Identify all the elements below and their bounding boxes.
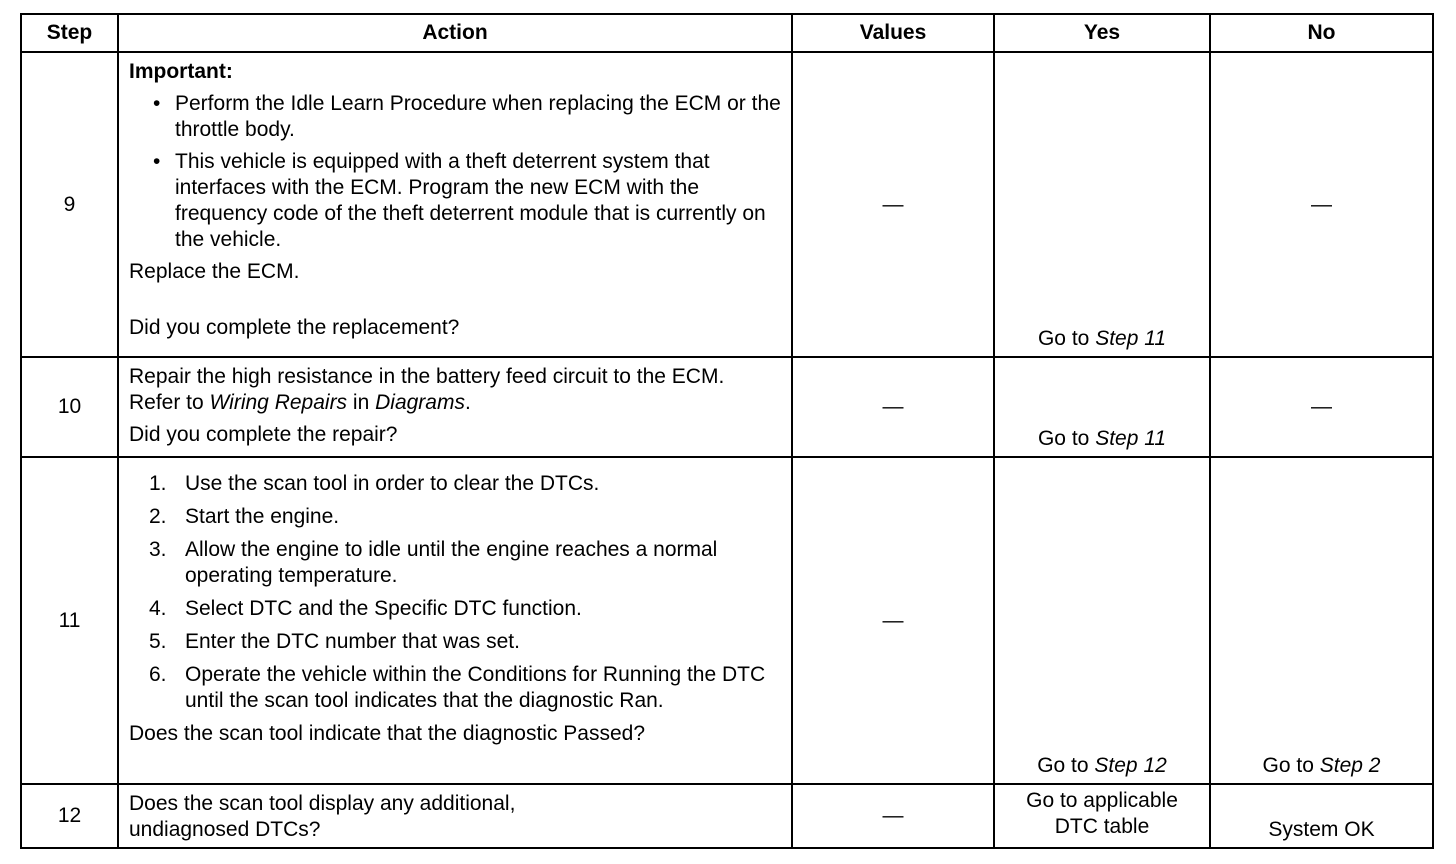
question-text: Does the scan tool display any additional, undiagnosed DTCs?: [129, 792, 516, 841]
dash-mark: —: [882, 395, 904, 418]
no-step-link[interactable]: Step 2: [1319, 754, 1381, 777]
step-number: 10: [21, 357, 118, 457]
yes-line-1: Go to applicable: [1026, 789, 1178, 812]
yes-cell: [994, 357, 1210, 457]
header-row: [21, 14, 1433, 52]
item-number: 3.: [149, 538, 167, 561]
dash-mark: —: [1311, 192, 1332, 216]
repair-text-c: .: [464, 391, 471, 414]
list-item: [129, 629, 781, 655]
question-text: Did you complete the repair?: [129, 423, 398, 446]
no-cell: [1210, 357, 1433, 457]
item-number: 1.: [149, 472, 167, 495]
yes-step-link[interactable]: Step 12: [1094, 754, 1167, 777]
item-number: 5.: [149, 630, 167, 653]
list-item: [129, 537, 781, 589]
step-number: 9: [21, 52, 118, 357]
wiring-repairs-link[interactable]: Wiring Repairs: [209, 391, 348, 414]
yes-cell: [994, 784, 1210, 848]
important-notes: [129, 91, 781, 253]
item-number: 4.: [149, 597, 167, 620]
yes-line-2: DTC table: [1054, 815, 1150, 838]
yes-cell: [994, 52, 1210, 357]
yes-prefix: Go to: [1037, 427, 1090, 450]
list-item: [129, 662, 781, 714]
dash-mark: —: [1311, 395, 1332, 418]
values-cell: [792, 357, 994, 457]
procedure-steps: [129, 471, 781, 714]
no-cell: [1210, 457, 1433, 784]
dash-mark: —: [882, 608, 904, 632]
action-cell: [118, 457, 792, 784]
diagnostic-table: [20, 13, 1434, 849]
header-step: Step: [21, 14, 118, 52]
item-text: Enter the DTC number that was set.: [185, 630, 520, 653]
list-item: [129, 596, 781, 622]
action-cell: [118, 357, 792, 457]
yes-step-link[interactable]: Step 11: [1095, 327, 1167, 350]
item-text: Use the scan tool in order to clear the DTCs.: [185, 472, 600, 495]
yes-cell: [994, 457, 1210, 784]
header-no: No: [1210, 14, 1433, 52]
table-row-step-10: [21, 357, 1433, 457]
table-row-step-12: [21, 784, 1433, 848]
no-cell: [1210, 52, 1433, 357]
yes-prefix: Go to: [1037, 327, 1090, 350]
repair-text-a: Repair the high resistance in the battery feed circuit to the ECM. Refer to: [129, 365, 725, 414]
repair-text: [129, 364, 781, 416]
dash-mark: —: [882, 804, 904, 827]
values-cell: [792, 784, 994, 848]
table-row-step-11: [21, 457, 1433, 784]
important-label: Important:: [129, 60, 233, 83]
header-values: Values: [792, 14, 994, 52]
table-row-step-9: [21, 52, 1433, 357]
question-text: Does the scan tool indicate that the diagnostic Passed?: [129, 722, 645, 745]
yes-step-link[interactable]: Step 11: [1095, 427, 1167, 450]
header-yes: Yes: [994, 14, 1210, 52]
values-cell: [792, 457, 994, 784]
dash-mark: —: [882, 192, 904, 216]
item-text: Start the engine.: [185, 505, 340, 528]
list-item: [129, 471, 781, 497]
step-number: 12: [21, 784, 118, 848]
list-item: [129, 504, 781, 530]
action-cell: [118, 784, 792, 848]
item-number: 6.: [149, 663, 167, 686]
item-text: Select DTC and the Specific DTC function.: [185, 597, 582, 620]
list-item: • This vehicle is equipped with a theft deterrent system that interfaces with the ECM. Program the new ECM with the frequency code of the theft deterrent module that is currently on the vehicle.: [129, 149, 781, 253]
diagrams-link[interactable]: Diagrams: [375, 391, 465, 414]
item-text: Allow the engine to idle until the engine reaches a normal operating temperature.: [185, 538, 718, 587]
repair-text-b: in: [352, 391, 370, 414]
no-prefix: Go to: [1262, 754, 1314, 777]
instruction-text: Replace the ECM.: [129, 260, 300, 283]
item-number: 2.: [149, 505, 167, 528]
step-number: 11: [21, 457, 118, 784]
action-cell: [118, 52, 792, 357]
question-text: Did you complete the replacement?: [129, 316, 460, 339]
no-cell: System OK: [1210, 784, 1433, 848]
values-cell: [792, 52, 994, 357]
list-item: • Perform the Idle Learn Procedure when replacing the ECM or the throttle body.: [129, 91, 781, 143]
item-text: Operate the vehicle within the Conditions for Running the DTC until the scan tool indicates that the diagnostic Ran.: [185, 663, 766, 712]
header-action: Action: [118, 14, 792, 52]
yes-prefix: Go to: [1037, 754, 1089, 777]
